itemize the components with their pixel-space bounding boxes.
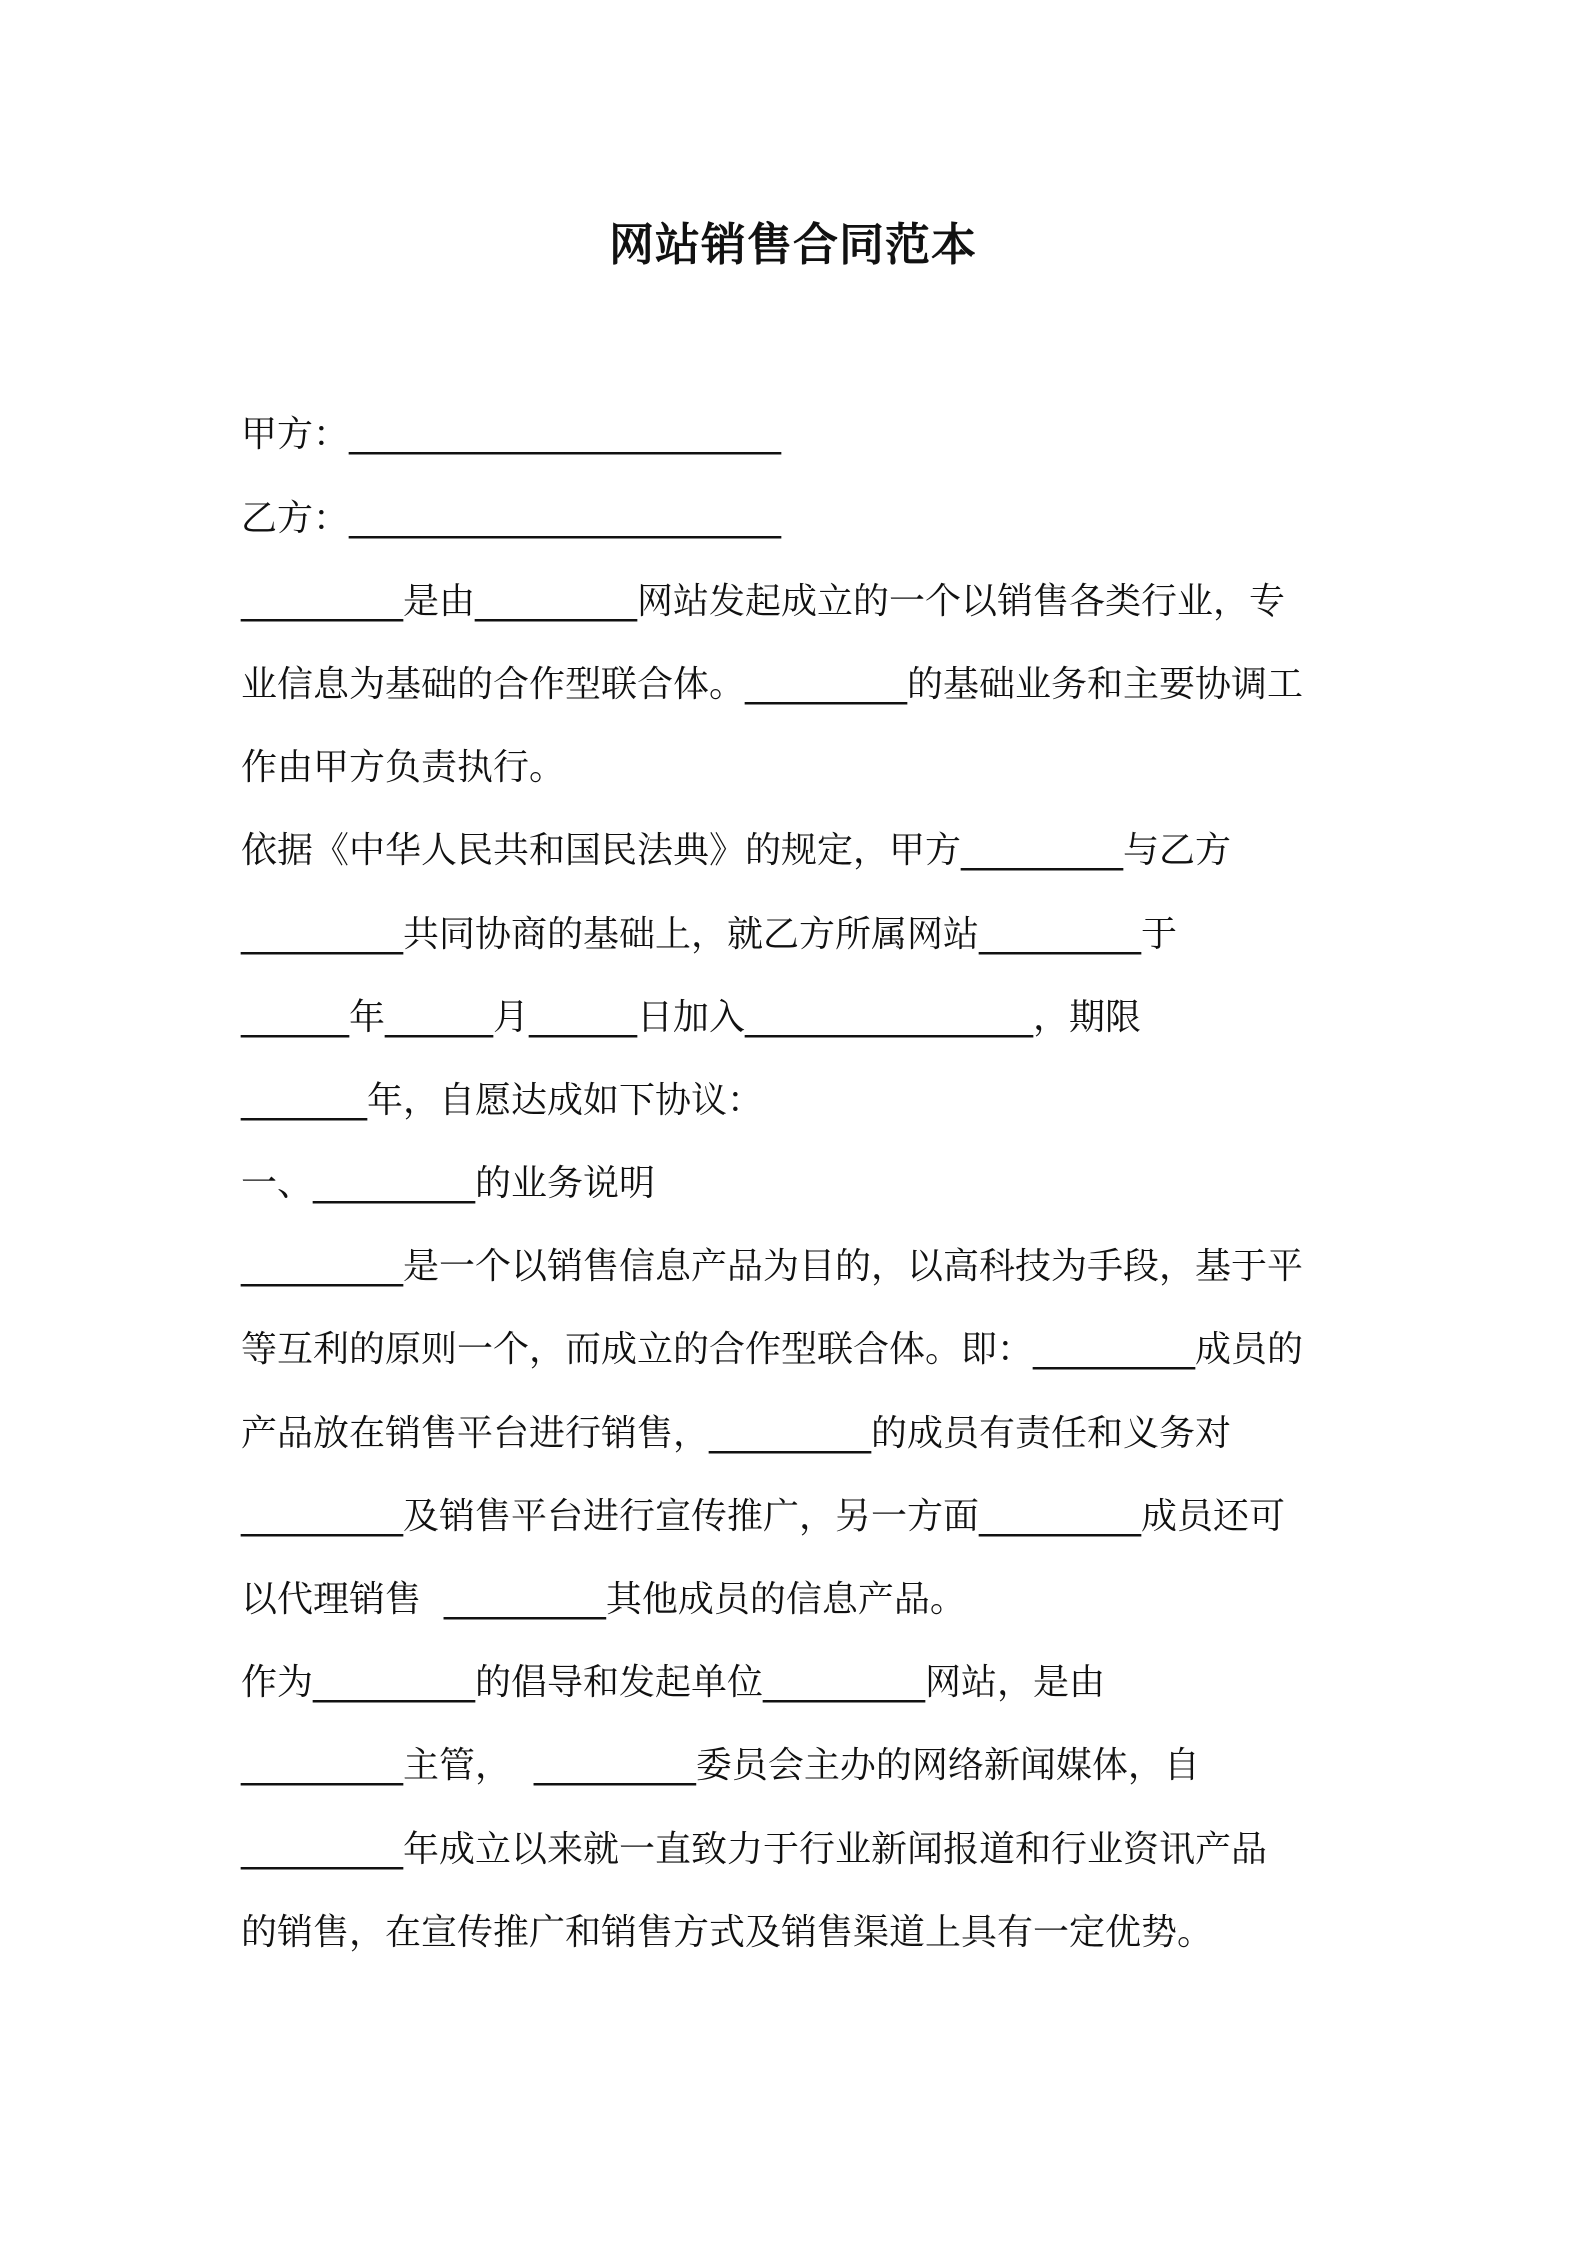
paragraph-line: _________共同协商的基础上，就乙方所属网站_________于: [241, 914, 1178, 955]
paragraph-line: 作由甲方负责执行。: [241, 747, 566, 788]
paragraph-line: _________是一个以销售信息产品为目的，以高科技为手段，基于平: [241, 1246, 1304, 1287]
paragraph-line: _________年成立以来就一直致力于行业新闻报道和行业资讯产品: [241, 1829, 1268, 1870]
paragraph-line: _________是由_________网站发起成立的一个以销售各类行业，专: [241, 581, 1286, 622]
paragraph-line: 依据《中华人民共和国民法典》的规定，甲方_________与乙方: [241, 830, 1232, 871]
paragraph-line: _________主管， _________委员会主办的网络新闻媒体，自: [241, 1745, 1200, 1786]
paragraph-line: _______年，自愿达成如下协议：: [241, 1080, 764, 1121]
paragraph-line: 以代理销售 _________其他成员的信息产品。: [241, 1579, 966, 1620]
paragraph-line: _________及销售平台进行宣传推广，另一方面_________成员还可: [241, 1496, 1286, 1537]
paragraph-line: 作为_________的倡导和发起单位_________网站，是由: [241, 1662, 1106, 1703]
party-b-line: 乙方：________________________: [241, 498, 782, 539]
party-a-line: 甲方：________________________: [241, 414, 782, 455]
paragraph-line: 等互利的原则一个，而成立的合作型联合体。即：_________成员的: [241, 1329, 1304, 1370]
paragraph-line: 的销售，在宣传推广和销售方式及销售渠道上具有一定优势。: [241, 1912, 1214, 1953]
paragraph-line: ______年______月______日加入________________，期限: [241, 997, 1142, 1038]
document-title: 网站销售合同范本: [608, 218, 977, 271]
paragraph-line: 产品放在销售平台进行销售，_________的成员有责任和义务对: [241, 1413, 1232, 1454]
section-heading: 一、_________的业务说明: [241, 1163, 656, 1204]
paragraph-line: 业信息为基础的合作型联合体。_________的基础业务和主要协调工: [241, 664, 1304, 705]
